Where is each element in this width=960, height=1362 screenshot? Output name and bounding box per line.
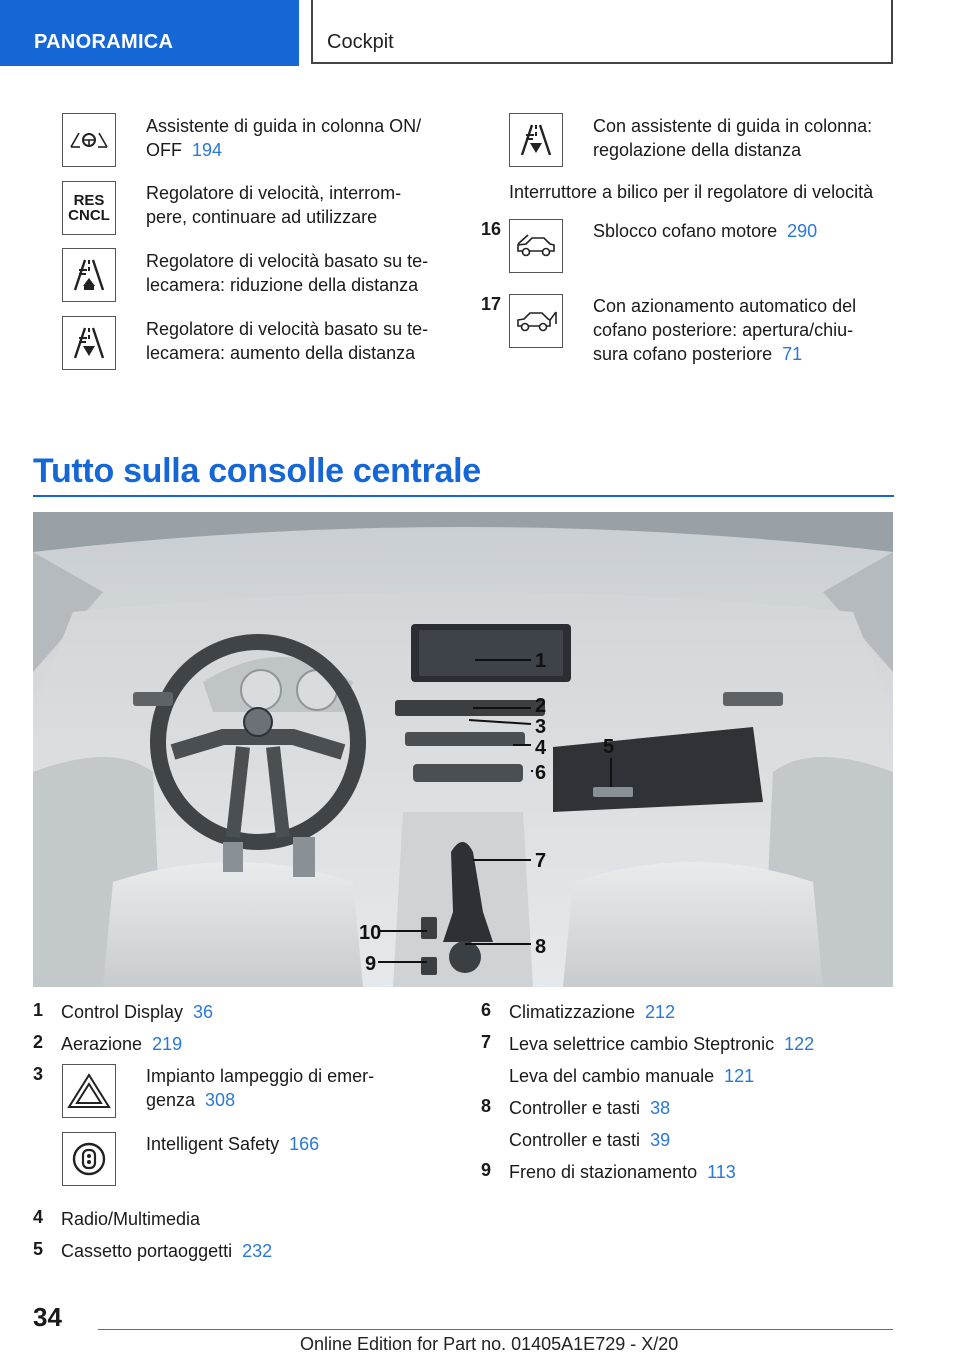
edition-text: Online Edition for Part no. 01405A1E729 - X/20: [300, 1334, 679, 1354]
item-hazard-warning: Impianto lampeggio di emer- genza 308: [146, 1066, 375, 1110]
page-ref[interactable]: 113: [707, 1162, 736, 1182]
item-steptronic: Leva selettrice cambio Steptronic 122: [509, 1034, 815, 1054]
item-distance-increase: Regolatore di velocità basato su te- lecamera: aumento della distanza: [146, 319, 429, 363]
item-number: 2: [33, 1032, 44, 1052]
tailgate-icon: [509, 294, 563, 348]
page-ref[interactable]: 71: [782, 344, 803, 364]
callout-3: 3: [535, 716, 547, 738]
page-ref[interactable]: 122: [784, 1034, 815, 1054]
item-tailgate: Con azionamento automatico del cofano posteriore: apertura/chiu- sura cofano posteriore 71: [593, 296, 857, 364]
item-number: 7: [481, 1032, 492, 1052]
page-ref[interactable]: 219: [152, 1034, 183, 1054]
item-control-display: Control Display 36: [61, 1002, 214, 1022]
chapter-label: Cockpit: [327, 31, 394, 53]
distance-decrease-icon: [62, 248, 116, 302]
item-number: 6: [481, 1000, 492, 1020]
item-controller-2: Controller e tasti 39: [509, 1130, 671, 1150]
item-glovebox: Cassetto portaoggetti 232: [61, 1241, 273, 1261]
callout-6: 6: [535, 762, 547, 784]
item-bonnet-release: Sblocco cofano motore 290: [593, 221, 818, 241]
footer-divider: [98, 1329, 893, 1330]
item-number: 3: [33, 1064, 44, 1084]
item-number: 5: [33, 1239, 44, 1259]
item-manual-gear: Leva del cambio manuale 121: [509, 1066, 755, 1086]
callout-10: 10: [359, 922, 382, 944]
item-radio-multimedia: Radio/Multimedia: [61, 1209, 201, 1229]
item-steering-assist: Assistente di guida in colonna ON/ OFF 194: [146, 116, 422, 160]
title-divider: [33, 495, 894, 497]
page-ref[interactable]: 39: [650, 1130, 671, 1150]
res-cncl-icon: RES CNCL: [62, 181, 116, 235]
rocker-note: Interruttore a bilico per il regolatore di velocità: [509, 182, 874, 202]
item-number: 16: [481, 219, 502, 239]
callout-5: 5: [603, 736, 615, 758]
item-number: 1: [33, 1000, 44, 1020]
callout-8: 8: [535, 936, 547, 958]
page-ref[interactable]: 166: [289, 1134, 320, 1154]
page-ref[interactable]: 38: [650, 1098, 671, 1118]
callout-2: 2: [535, 695, 547, 717]
distance-increase-icon: [62, 316, 116, 370]
item-res-cncl: Regolatore di velocità, interrom- pere, continuare ad utilizzare: [146, 183, 402, 227]
page-ref[interactable]: 290: [787, 221, 818, 241]
hazard-warning-icon: [62, 1064, 116, 1118]
item-distance-adjust: Con assistente di guida in colonna: regolazione della distanza: [593, 116, 873, 160]
distance-adjust-icon: [509, 113, 563, 167]
item-number: 4: [33, 1207, 44, 1227]
callout-1: 1: [535, 650, 547, 672]
item-number: 17: [481, 294, 502, 314]
callout-9: 9: [365, 953, 377, 975]
item-intelligent-safety: Intelligent Safety 166: [146, 1134, 320, 1154]
chapter-header: [311, 0, 893, 64]
page-ref[interactable]: 308: [205, 1090, 236, 1110]
callout-4: 4: [535, 737, 547, 759]
page-ref[interactable]: 212: [645, 1002, 676, 1022]
section-title: Tutto sulla consolle centrale: [33, 452, 481, 490]
section-tab[interactable]: [0, 0, 299, 66]
item-distance-decrease: Regolatore di velocità basato su te- lecamera: riduzione della distanza: [146, 251, 429, 295]
item-parking-brake: Freno di stazionamento 113: [509, 1162, 736, 1182]
page-ref[interactable]: 232: [242, 1241, 273, 1261]
page-ref[interactable]: 36: [193, 1002, 214, 1022]
item-number: 8: [481, 1096, 492, 1116]
page-number: 34: [33, 1302, 62, 1332]
item-ventilation: Aerazione 219: [61, 1034, 183, 1054]
item-number: 9: [481, 1160, 492, 1180]
page-ref[interactable]: 121: [724, 1066, 755, 1086]
steering-assist-icon: [62, 113, 116, 167]
item-controller: Controller e tasti 38: [509, 1098, 671, 1118]
dashboard-illustration: [33, 512, 893, 987]
section-label: PANORAMICA: [34, 31, 174, 53]
page-ref[interactable]: 194: [192, 140, 223, 160]
callout-7: 7: [535, 850, 547, 872]
item-climate: Climatizzazione 212: [509, 1002, 676, 1022]
bonnet-release-icon: [509, 219, 563, 273]
intelligent-safety-icon: [62, 1132, 116, 1186]
